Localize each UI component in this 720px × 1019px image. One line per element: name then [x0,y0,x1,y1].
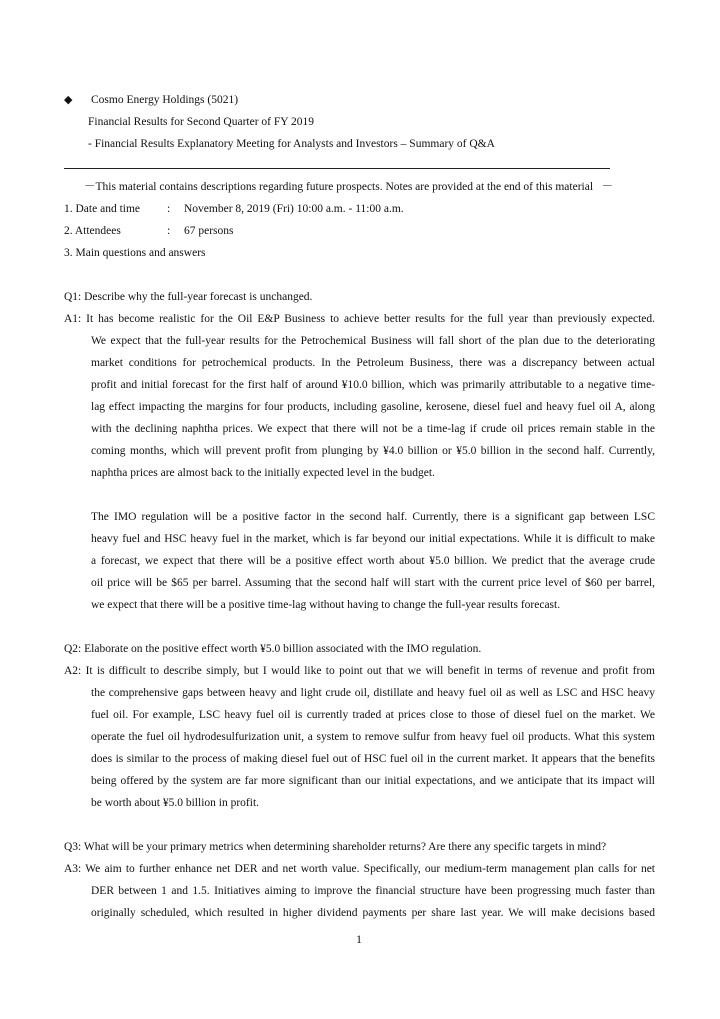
info-value: November 8, 2019 (Fri) 10:00 a.m. - 11:00 a.m. [184,203,404,215]
diamond-bullet-icon: ◆ [64,94,73,106]
header-divider [64,168,610,169]
answer-1-line: lag effect impacting the margins for four products, including gasoline, kerosene, diesel fuel and heavy fuel oil A, along [91,401,655,413]
answer-2-line: the comprehensive gaps between heavy and light crude oil, distillate and heavy fuel oil as well as LSC and HSC heavy [91,687,655,699]
answer-1b-line: oil price will be $65 per barrel. Assuming that the second half will start with the current price level of $60 per barrel, [91,577,655,589]
info-separator: : [167,225,171,237]
notice-dash-right: － [601,181,614,193]
question-1: Q1: Describe why the full-year forecast is unchanged. [64,291,313,303]
answer-1-line: A1: It has become realistic for the Oil E&P Business to achieve better results for the full year than previously expected. [64,313,655,325]
answer-1-line: We expect that the full-year results for the Petrochemical Business will fall short of the plan due to the deteriorating [91,335,655,347]
info-label: 2. Attendees [64,225,121,237]
meeting-title: - Financial Results Explanatory Meeting for Analysts and Investors – Summary of Q&A [88,138,495,150]
answer-1b-line: The IMO regulation will be a positive factor in the second half. Currently, there is a significant gap between LSC [91,511,655,523]
answer-3-line: originally scheduled, which resulted in higher dividend payments per share last year. We will make decisions based [91,907,655,919]
notice-dash-left: － [84,181,96,193]
answer-3-line: DER between 1 and 1.5. Initiatives aiming to improve the financial structure have been progressing much faster than [91,885,655,897]
answer-2-line: A2: It is difficult to describe simply, but I would like to point out that we will benefit in terms of revenue and profit from [64,665,655,677]
answer-2-line: does is similar to the process of making diesel fuel out of HSC fuel oil in the current market. It appears that the benefits [91,753,655,765]
answer-1-line: naphtha prices are almost back to the initially expected level in the budget. [91,467,435,479]
answer-1b-line: a forecast, we expect that there will be a positive effect worth about ¥5.0 billion. We predict that the average crude [91,555,655,567]
question-3: Q3: What will be your primary metrics when determining shareholder returns? Are there any specific targets in mind? [64,841,607,853]
disclaimer-notice [84,180,613,194]
answer-2-line: be worth about ¥5.0 billion in profit. [91,797,260,809]
answer-1b-line: we expect that there will be a positive time-lag without having to change the full-year results forecast. [91,599,561,611]
page-number: 1 [356,932,362,946]
answer-2-line: fuel oil. For example, LSC heavy fuel oil is currently traded at prices close to those of diesel fuel on the market. We [91,709,655,721]
answer-3-line: A3: We aim to further enhance net DER and net worth value. Specifically, our medium-term management plan calls for net [64,863,655,875]
answer-2-line: operate the fuel oil hydrodesulfurization unit, a system to remove sulfur from heavy fuel oil products. What this system [91,731,655,743]
company-title: Cosmo Energy Holdings (5021) [91,94,239,106]
info-separator: : [167,203,171,215]
info-label: 1. Date and time [64,203,141,215]
answer-2-line: being offered by the system are far more significant than our initial expectations, and we anticipate that its impact will [91,775,655,787]
answer-1-line: market conditions for petrochemical products. In the Petroleum Business, there was a discrepancy between actual [91,357,655,369]
answer-1-line: profit and initial forecast for the first half of around ¥10.0 billion, which was primarily attributable to a negative time- [91,379,655,391]
section-heading: 3. Main questions and answers [64,247,206,259]
notice-text: This material contains descriptions regarding future prospects. Notes are provided at the end of this material [95,181,594,193]
info-value: 67 persons [184,225,234,237]
answer-1-line: with the declining naphtha prices. We expect that there will not be a time-lag if crude oil prices remain stable in the [91,423,655,435]
document-subtitle: Financial Results for Second Quarter of FY 2019 [88,116,315,128]
answer-1-line: coming months, which will prevent profit from plunging by ¥4.0 billion or ¥5.0 billion in the second half. Currently, [91,445,655,457]
answer-1b-line: heavy fuel and HSC heavy fuel in the market, which is far beyond our initial expectations. While it is difficult to make [91,533,655,545]
question-2: Q2: Elaborate on the positive effect worth ¥5.0 billion associated with the IMO regulation. [64,643,482,655]
